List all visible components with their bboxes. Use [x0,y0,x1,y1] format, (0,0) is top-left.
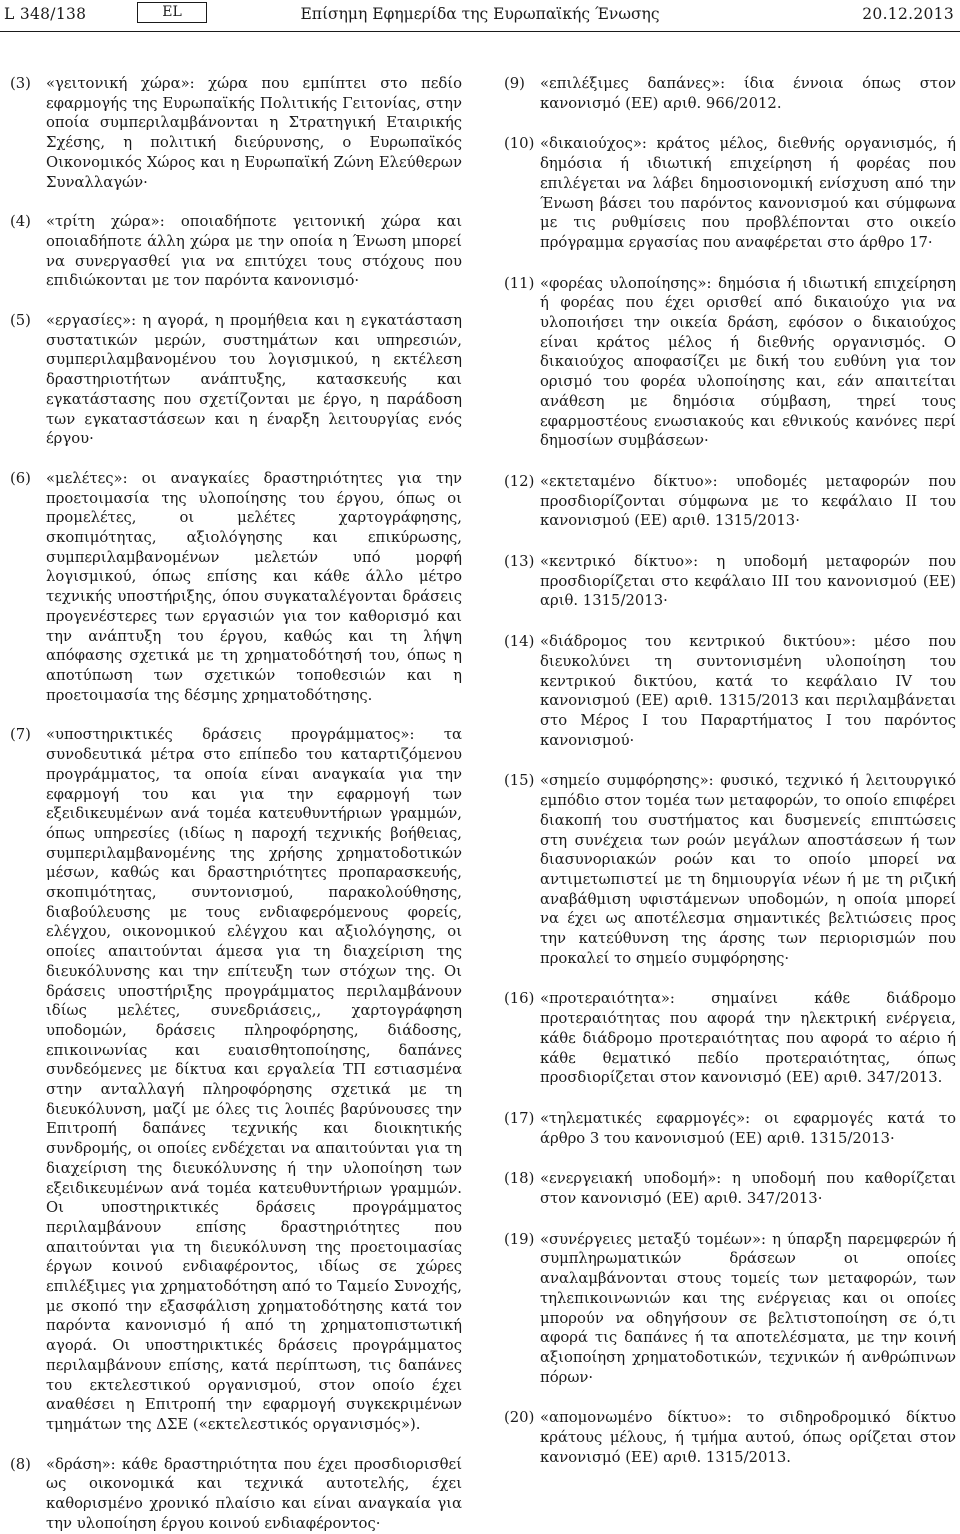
definition-item [10,725,462,1434]
definition-item [504,1408,956,1467]
item-text: «εργασίες»: η αγορά, η προμήθεια και η εγκατάσταση συστατικών μερών, συστημάτων και υπηρεσιών, συμπεριλαμβανομένου του λογισμικού, η εκτέλεση δραστηριοτήτων ανάπτυξης, κατασκευής και εγκατάστασης που σχετίζονται με έργο, η παράδοση των εγκαταστάσεων και η έναρξη λειτουργίας ενός έργου· [46,312,462,448]
item-text: «δράση»: κάθε δραστηριότητα που έχει προσδιορισθεί ως οικονομικά και τεχνικά αυτοτελής, έχει καθορισμένο χρονικό πλαίσιο και είναι αναγκαία για την υλοποίηση έργου κοινού ενδιαφέροντος· [46,1455,462,1532]
definition-item [504,134,956,252]
item-text: «προτεραιότητα»: σημαίνει κάθε διάδρομο προτεραιότητας που αφορά την ηλεκτρική ενέργεια, κάθε διάδρομο προτεραιότητας που αφορά το αέριο ή κάθε θεματικό πεδίο προτεραιότητας, όπως προσδιορίζεται στον κανονισμό (ΕΕ) αριθ. 347/2013. [540,990,956,1087]
definition-item [10,311,462,449]
item-number: (12) [504,472,535,490]
item-text: «υποστηρικτικές δράσεις προγράμματος»: τα συνοδευτικά μέτρα στο επίπεδο του καταρτιζόμενου προγράμματος, τα οποία είναι αναγκαία για την εφαρμογή του και για την εφαρμογή των εξειδικευμένων ανά τομέα κατευθυντήριων γραμμών, όπως υπηρεσίες (ιδίως η παροχή τεχνικής βοήθειας, συμπεριλαμβανομένης της χρήσης χρηματοδοτικών μέσων, καθώς και δραστηριότητες προπαρασκευής, σκοπιμότητας, συντονισμού, παρακολούθησης, διαβούλευσης με τους ενδιαφερόμενους φορείς, ελέγχου, οικονομικού ελέγχου και αξιολόγησης, οι οποίες απαιτούνται άμεσα για τη διαχείριση της διευκόλυνσης και την επίτευξη των στόχων της. Οι δράσεις υποστήριξης προγράμματος περιλαμβάνουν ιδίως μελέτες, συνεδριάσεις,, χαρτογράφηση υποδομών, δράσεις πληροφόρησης, διάδοσης, επικοινωνίας και ευαισθητοποίησης, δαπάνες συνδεόμενες με δίκτυα και εργαλεία ΤΠ εστιασμένα στην ανταλλαγή πληροφόρησης σχετικά με τη διευκόλυνση, μαζί με όλες τις λοιπές βαρύνουσες την Επιτροπή δαπάνες τεχνικής και διοικητικής συνδρομής, οι οποίες ενδέχεται να απαιτούνται για τη διαχείριση της διευκόλυνσης ή την υλοποίηση των εξειδικευμένων ανά τομέα κατευθυντήριων γραμμών. Οι υποστηρικτικές δράσεις προγράμματος περιλαμβάνουν επίσης δραστηριότητες που απαιτούνται για τη διευκόλυνση της προετοιμασίας έργων κοινού ενδιαφέροντος, ιδίως σε χώρες επιλέξιμες για χρηματοδότηση από το Ταμείο Συνοχής, με σκοπό την εξασφάλιση χρηματοδότησης κατά τον παρόντα κανονισμό ή από τη χρηματοπιστωτική αγορά. Οι υποστηρικτικές δράσεις προγράμματος περιλαμβάνουν επίσης, κατά περίπτωση, τις δαπάνες του εκτελεστικού οργανισμού, στον οποίο έχει αναθέσει η Επιτροπή την εφαρμογή συγκεκριμένων τμημάτων της ΔΣΕ («εκτελεστικός οργανισμός»). [46,726,462,1433]
item-number: (15) [504,772,535,790]
item-text: «μελέτες»: οι αναγκαίες δραστηριότητες για την προετοιμασία της υλοποίησης του έργου, όπως οι προμελέτες, οι μελέτες χαρτογράφησης, σκοπιμότητας, αξιολόγησης και επικύρωσης, συμπεριλαμβανομένων μελετών υπό μορφή λογισμικού, όπως επίσης και κάθε άλλο μέτρο τεχνικής υποστήριξης, όπου συγκαταλέγονται δράσεις προγενέστερες των εργασιών για τον καθορισμό και την ανάπτυξη του έργου, καθώς και τη λήψη απόφασης σχετικά με τη χρηματοδότησή του, όπως η αποτύπωση των σχετικών τοποθεσιών και η προετοιμασία της δέσμης χρηματοδότησης. [46,469,462,704]
item-number: (10) [504,135,535,153]
item-number: (18) [504,1170,535,1188]
definition-item [504,74,956,113]
header-rule [0,31,960,32]
item-number: (17) [504,1109,535,1127]
definition-item [504,771,956,968]
item-number: (16) [504,990,535,1008]
definition-item [10,74,462,192]
item-text: «κεντρικό δίκτυο»: η υποδομή μεταφορών που προσδιορίζεται στο κεφάλαιο ΙΙΙ του κανονισμού (ΕΕ) αριθ. 1315/2013· [540,553,956,610]
item-number: (7) [10,726,31,744]
language-code-box: EL [137,2,207,23]
item-number: (11) [504,274,535,292]
item-text: «διάδρομος του κεντρικού δικτύου»: μέσο που διευκολύνει τη συντονισμένη υλοποίηση του κεντρικού δικτύου, κατά το κεφάλαιο IV του κανονισμού (ΕΕ) αριθ. 1315/2013 και περιλαμβάνεται στο Μέρος Ι του Παραρτήματος Ι του παρόντος κανονισμού· [540,633,956,749]
definition-item [504,472,956,531]
journal-title: Επίσημη Εφημερίδα της Ευρωπαϊκής Ένωσης [300,5,660,23]
item-text: «τρίτη χώρα»: οποιαδήποτε γειτονική χώρα και οποιαδήποτε άλλη χώρα με την οποία η Ένωση μπορεί να συνεργασθεί για να επιτύχει τους στόχους που επιδιώκονται με τον παρόντα κανονισμό· [46,213,462,290]
right-column [504,74,956,1467]
item-text: «επιλέξιμες δαπάνες»: ίδια έννοια όπως στον κανονισμό (ΕΕ) αριθ. 966/2012. [540,75,956,112]
definition-item [10,212,462,291]
page-number: L 348/138 [4,5,87,23]
item-text: «εκτεταμένο δίκτυο»: υποδομές μεταφορών που προσδιορίζονται σύμφωνα με το κεφάλαιο ΙΙ του κανονισμού (ΕΕ) αριθ. 1315/2013· [540,472,956,530]
item-text: «τηλεματικές εφαρμογές»: οι εφαρμογές κατά το άρθρο 3 του κανονισμού (ΕΕ) αριθ. 1315/2013· [540,1109,956,1147]
definition-item [10,469,462,705]
definition-item [504,1169,956,1208]
item-text: «απομονωμένο δίκτυο»: το σιδηροδρομικό δίκτυο κράτους μέλους, ή τμήμα αυτού, όπως ορίζεται στον κανονισμό (ΕΕ) αριθ. 1315/2013. [540,1409,956,1466]
item-number: (3) [10,75,31,92]
item-number: (13) [504,553,535,571]
item-number: (14) [504,633,535,651]
publication-date: 20.12.2013 [862,5,954,23]
item-text: «φορέας υλοποίησης»: δημόσια ή ιδιωτική επιχείρηση ή φορέας που έχει ορισθεί από δικαιούχο για να υλοποιήσει την οικεία δράση, εφόσον ο δικαιούχος είναι κράτος μέλος ή διεθνής οργανισμός. Ο δικαιούχος αποφασίζει με δική του ευθύνη για τον ορισμό του φορέα υλοποίησης και, εάν απαιτείται ανάθεση με δημόσια σύμβαση, τηρεί τους εφαρμοστέους ενωσιακούς και εθνικούς κανόνες περί δημοσίων συμβάσεων· [540,274,956,450]
item-number: (4) [10,213,31,231]
definition-item [504,1109,956,1148]
definition-item [504,632,956,750]
left-column [10,74,462,1534]
definition-item [10,1455,462,1534]
page-header [0,0,960,32]
item-number: (19) [504,1230,535,1248]
item-text: «σημείο συμφόρησης»: φυσικό, τεχνικό ή λειτουργικό εμπόδιο στον τομέα των μεταφορών, το οποίο επιφέρει διακοπή του συστήματος και δυσμενείς επιπτώσεις στη συνέχεια των ροών μεγάλων αποστάσεων ή των διασυνοριακών ροών και το οποίο μπορεί να αντιμετωπιστεί με τη δημιουργία νέων ή με τη ριζική αναβάθμιση υφιστάμενων υποδομών, η οποία μπορεί να έχει ως αποτέλεσμα σημαντικές βελτιώσεις προς την κατεύθυνση της άρσης των περιορισμών που προκαλεί το σημείο συμφόρησης· [540,772,956,967]
item-text: «δικαιούχος»: κράτος μέλος, διεθνής οργανισμός, ή δημόσια ή ιδιωτική επιχείρηση ή φορέας που επιλέγεται να λάβει δημοσιονομική ενίσχυση από την Ένωση βάσει του παρόντος κανονισμού και σύμφωνα με τις ρυθμίσεις που προβλέπονται στο οικείο πρόγραμμα εργασίας που αναφέρεται στο άρθρο 17· [540,135,956,251]
item-text: «ενεργειακή υποδομή»: η υποδομή που καθορίζεται στον κανονισμό (ΕΕ) αριθ. 347/2013· [540,1170,956,1208]
definition-item [504,989,956,1088]
item-number: (6) [10,469,31,487]
item-number: (9) [504,75,525,92]
item-number: (8) [10,1455,31,1473]
item-number: (5) [10,312,31,330]
item-text: «συνέργειες μεταξύ τομέων»: η ύπαρξη παρεμφερών ή συμπληρωματικών δράσεων οι οποίες αναλαμβάνονται στους τομείς των μεταφορών, των τηλεπικοινωνιών και της ενέργειας και οι οποίες μπορούν να οδηγήσουν σε βελτιστοποίηση σε ό,τι αφορά τις δαπάνες ή τα αποτελέσματα, με την κοινή αξιοποίηση χρηματοδοτικών, τεχνικών ή ανθρώπινων πόρων· [540,1230,956,1386]
definition-item [504,1230,956,1388]
definition-item [504,552,956,611]
definition-item [504,274,956,451]
item-number: (20) [504,1409,535,1427]
item-text: «γειτονική χώρα»: χώρα που εμπίπτει στο πεδίο εφαρμογής της Ευρωπαϊκής Πολιτικής Γειτονίας, στην οποία συμπεριλαμβάνονται η Στρατηγική Εταιρικής Σχέσης, η πολιτική διεύρυνσης, ο Ευρωπαϊκός Οικονομικός Χώρος και η Ευρωπαϊκή Ζώνη Ελεύθερων Συναλλαγών· [46,75,462,191]
